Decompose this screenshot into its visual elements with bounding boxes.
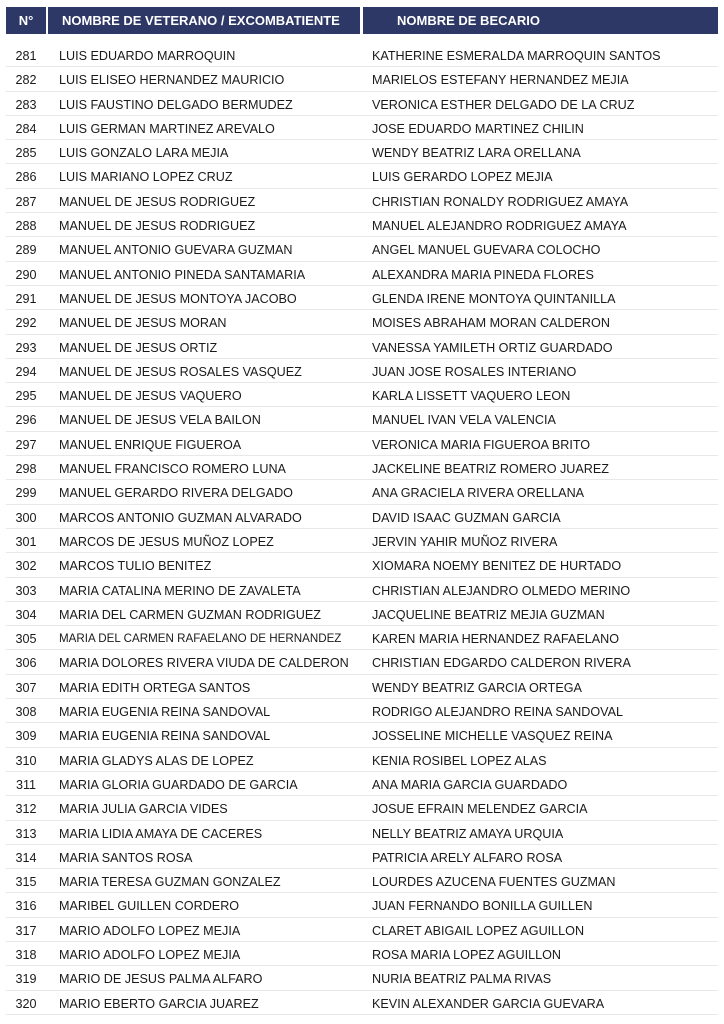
becario-name: JOSSELINE MICHELLE VASQUEZ REINA (372, 729, 613, 744)
table-row (0, 992, 724, 1016)
row-number: 284 (15, 121, 37, 136)
table-row (0, 311, 724, 335)
becario-name: DAVID ISAAC GUZMAN GARCIA (372, 510, 561, 525)
veteran-name: MARIBEL GUILLEN CORDERO (59, 899, 240, 914)
veteran-name: MARIO ADOLFO LOPEZ MEJIA (59, 947, 241, 962)
table-row (0, 846, 724, 870)
table-row (0, 287, 724, 311)
row-number: 310 (15, 753, 37, 768)
row-number: 300 (15, 510, 37, 525)
becario-name: JERVIN YAHIR MUÑOZ RIVERA (372, 534, 558, 549)
becario-name: ANGEL MANUEL GUEVARA COLOCHO (372, 243, 601, 258)
table-row (0, 457, 724, 481)
table-row (0, 651, 724, 675)
becario-name: JUAN JOSE ROSALES INTERIANO (372, 364, 577, 379)
table-row (0, 894, 724, 918)
table-row (0, 141, 724, 165)
veteran-name: MANUEL DE JESUS RODRIGUEZ (59, 194, 256, 209)
row-number: 312 (15, 802, 37, 817)
becario-name: VANESSA YAMILETH ORTIZ GUARDADO (372, 340, 613, 355)
table-row (0, 700, 724, 724)
row-number: 316 (15, 899, 37, 914)
row-number: 293 (15, 340, 37, 355)
row-number: 285 (15, 146, 37, 161)
row-number: 311 (15, 777, 37, 792)
becario-name: XIOMARA NOEMY BENITEZ DE HURTADO (372, 559, 622, 574)
veteran-name: MARIO ADOLFO LOPEZ MEJIA (59, 923, 241, 938)
becario-name: CLARET ABIGAIL LOPEZ AGUILLON (372, 923, 585, 938)
table-row (0, 263, 724, 287)
becario-name: KENIA ROSIBEL LOPEZ ALAS (372, 753, 547, 768)
header-number: N° (6, 7, 46, 34)
veteran-name: MANUEL DE JESUS RODRIGUEZ (59, 219, 256, 234)
becario-name: JOSUE EFRAIN MELENDEZ GARCIA (372, 802, 588, 817)
veteran-name: LUIS FAUSTINO DELGADO BERMUDEZ (59, 97, 293, 112)
becario-name: MANUEL ALEJANDRO RODRIGUEZ AMAYA (372, 219, 627, 234)
row-number: 301 (15, 534, 37, 549)
row-number: 281 (15, 49, 37, 63)
table-row (0, 797, 724, 821)
row-number: 308 (15, 705, 37, 720)
veteran-name: MARIA GLADYS ALAS DE LOPEZ (59, 753, 254, 768)
table-row (0, 360, 724, 384)
veteran-name: MARIA LIDIA AMAYA DE CACERES (59, 826, 263, 841)
veteran-name: MANUEL ANTONIO GUEVARA GUZMAN (59, 243, 293, 258)
table-row (0, 93, 724, 117)
veteran-name: MANUEL DE JESUS VAQUERO (59, 389, 242, 404)
becario-name: JACQUELINE BEATRIZ MEJIA GUZMAN (372, 607, 605, 622)
table-row (0, 773, 724, 797)
row-number: 291 (15, 291, 37, 306)
becario-name: GLENDA IRENE MONTOYA QUINTANILLA (372, 291, 616, 306)
table-row (0, 384, 724, 408)
becario-name: JOSE EDUARDO MARTINEZ CHILIN (372, 121, 584, 136)
row-number: 296 (15, 413, 37, 428)
veteran-name: MARIA JULIA GARCIA VIDES (59, 802, 228, 817)
veteran-name: LUIS ELISEO HERNANDEZ MAURICIO (59, 73, 285, 88)
becario-name: CHRISTIAN ALEJANDRO OLMEDO MERINO (372, 583, 631, 598)
becario-name: KARLA LISSETT VAQUERO LEON (372, 389, 571, 404)
becario-name: LOURDES AZUCENA FUENTES GUZMAN (372, 875, 616, 890)
becario-name: CHRISTIAN RONALDY RODRIGUEZ AMAYA (372, 194, 629, 209)
row-number: 303 (15, 583, 37, 598)
row-number: 302 (15, 559, 37, 574)
becario-name: KEVIN ALEXANDER GARCIA GUEVARA (372, 996, 605, 1011)
veteran-name: MANUEL ANTONIO PINEDA SANTAMARIA (59, 267, 306, 282)
row-number: 313 (15, 826, 37, 841)
row-number: 318 (15, 947, 37, 962)
becario-name: PATRICIA ARELY ALFARO ROSA (372, 850, 563, 865)
veteran-name: MARIA EUGENIA REINA SANDOVAL (59, 705, 271, 720)
table-header (0, 7, 724, 34)
table-row (0, 238, 724, 262)
row-number: 298 (15, 462, 37, 477)
veteran-name: MARCOS DE JESUS MUÑOZ LOPEZ (59, 534, 274, 549)
row-number: 309 (15, 729, 37, 744)
table-row (0, 967, 724, 991)
veteran-name: MANUEL GERARDO RIVERA DELGADO (59, 486, 293, 501)
row-number: 317 (15, 923, 37, 938)
veteran-name: MARIO DE JESUS PALMA ALFARO (59, 972, 263, 987)
table-row (0, 943, 724, 967)
table-row (0, 506, 724, 530)
row-number: 319 (15, 972, 37, 987)
becario-name: NURIA BEATRIZ PALMA RIVAS (372, 972, 552, 987)
header-veteran-name: NOMBRE DE VETERANO / EXCOMBATIENTE (48, 7, 360, 34)
row-number: 295 (15, 389, 37, 404)
table-row (0, 117, 724, 141)
veteran-name: MARIA DEL CARMEN RAFAELANO DE HERNANDEZ (59, 632, 342, 646)
veteran-name: MANUEL ENRIQUE FIGUEROA (59, 437, 242, 452)
becario-name: VERONICA ESTHER DELGADO DE LA CRUZ (372, 97, 635, 112)
row-number: 283 (15, 97, 37, 112)
veteran-name: MANUEL DE JESUS MORAN (59, 316, 227, 331)
becario-name: RODRIGO ALEJANDRO REINA SANDOVAL (372, 705, 624, 720)
veteran-name: MARIA GLORIA GUARDADO DE GARCIA (59, 777, 298, 792)
becario-name: WENDY BEATRIZ LARA ORELLANA (372, 146, 581, 161)
row-number: 306 (15, 656, 37, 671)
table-row (0, 554, 724, 578)
row-number: 286 (15, 170, 37, 185)
table-row (0, 190, 724, 214)
row-number: 289 (15, 243, 37, 258)
becario-name: KATHERINE ESMERALDA MARROQUIN SANTOS (372, 49, 661, 63)
veteran-name: MARIA SANTOS ROSA (59, 850, 193, 865)
veteran-name: LUIS EDUARDO MARROQUIN (59, 49, 236, 63)
table-row (0, 433, 724, 457)
veteran-name: MARIO EBERTO GARCIA JUAREZ (59, 996, 259, 1011)
becario-name: ANA MARIA GARCIA GUARDADO (372, 777, 568, 792)
becario-name: MARIELOS ESTEFANY HERNANDEZ MEJIA (372, 73, 629, 88)
veteran-name: MARCOS TULIO BENITEZ (59, 559, 212, 574)
row-number: 299 (15, 486, 37, 501)
row-number: 290 (15, 267, 37, 282)
table-row (0, 676, 724, 700)
becario-name: VERONICA MARIA FIGUEROA BRITO (372, 437, 591, 452)
row-number: 305 (15, 632, 37, 647)
becario-name: CHRISTIAN EDGARDO CALDERON RIVERA (372, 656, 631, 671)
veteran-name: MANUEL DE JESUS MONTOYA JACOBO (59, 291, 297, 306)
becario-name: MANUEL IVAN VELA VALENCIA (372, 413, 556, 428)
table-row (0, 165, 724, 189)
row-number: 307 (15, 680, 37, 695)
table-row (0, 530, 724, 554)
row-number: 304 (15, 607, 37, 622)
becario-name: LUIS GERARDO LOPEZ MEJIA (372, 170, 553, 185)
becario-name: ROSA MARIA LOPEZ AGUILLON (372, 947, 561, 962)
becario-name: JUAN FERNANDO BONILLA GUILLEN (372, 899, 593, 914)
row-number: 315 (15, 875, 37, 890)
veteran-name: LUIS GONZALO LARA MEJIA (59, 146, 229, 161)
becario-name: JACKELINE BEATRIZ ROMERO JUAREZ (372, 462, 609, 477)
veteran-name: MARIA EUGENIA REINA SANDOVAL (59, 729, 271, 744)
table-row (0, 724, 724, 748)
veteran-name: MANUEL FRANCISCO ROMERO LUNA (59, 462, 286, 477)
table-row (0, 579, 724, 603)
table-body (0, 44, 724, 1016)
veteran-name: MARIA DEL CARMEN GUZMAN RODRIGUEZ (59, 607, 321, 622)
row-number: 288 (15, 219, 37, 234)
table-row (0, 44, 724, 68)
becario-name: KAREN MARIA HERNANDEZ RAFAELANO (372, 632, 620, 647)
row-number: 292 (15, 316, 37, 331)
veteran-name: LUIS GERMAN MARTINEZ AREVALO (59, 121, 275, 136)
table-row (0, 408, 724, 432)
becario-name: ALEXANDRA MARIA PINEDA FLORES (372, 267, 594, 282)
veteran-name: MANUEL DE JESUS ROSALES VASQUEZ (59, 364, 302, 379)
table-row (0, 481, 724, 505)
table-row (0, 919, 724, 943)
row-number: 314 (15, 850, 37, 865)
veteran-name: MARCOS ANTONIO GUZMAN ALVARADO (59, 510, 302, 525)
table-row (0, 603, 724, 627)
table-row (0, 627, 724, 651)
becario-name: WENDY BEATRIZ GARCIA ORTEGA (372, 680, 582, 695)
table-row (0, 822, 724, 846)
veteran-name: LUIS MARIANO LOPEZ CRUZ (59, 170, 233, 185)
table-row (0, 870, 724, 894)
veteran-name: MARIA EDITH ORTEGA SANTOS (59, 680, 251, 695)
table-row (0, 214, 724, 238)
table-row (0, 336, 724, 360)
table-row (0, 749, 724, 773)
veteran-name: MANUEL DE JESUS ORTIZ (59, 340, 218, 355)
veteran-name: MARIA TERESA GUZMAN GONZALEZ (59, 875, 281, 890)
becario-name: ANA GRACIELA RIVERA ORELLANA (372, 486, 585, 501)
veteran-name: MANUEL DE JESUS VELA BAILON (59, 413, 261, 428)
veteran-name: MARIA CATALINA MERINO DE ZAVALETA (59, 583, 301, 598)
header-becario-name: NOMBRE DE BECARIO (363, 7, 718, 34)
row-number: 287 (15, 194, 37, 209)
row-number: 294 (15, 364, 37, 379)
row-number: 282 (15, 73, 37, 88)
row-number: 297 (15, 437, 37, 452)
row-number: 320 (15, 996, 37, 1011)
becario-name: MOISES ABRAHAM MORAN CALDERON (372, 316, 610, 331)
table-row (0, 68, 724, 92)
becario-name: NELLY BEATRIZ AMAYA URQUIA (372, 826, 564, 841)
veteran-name: MARIA DOLORES RIVERA VIUDA DE CALDERON (59, 656, 349, 671)
